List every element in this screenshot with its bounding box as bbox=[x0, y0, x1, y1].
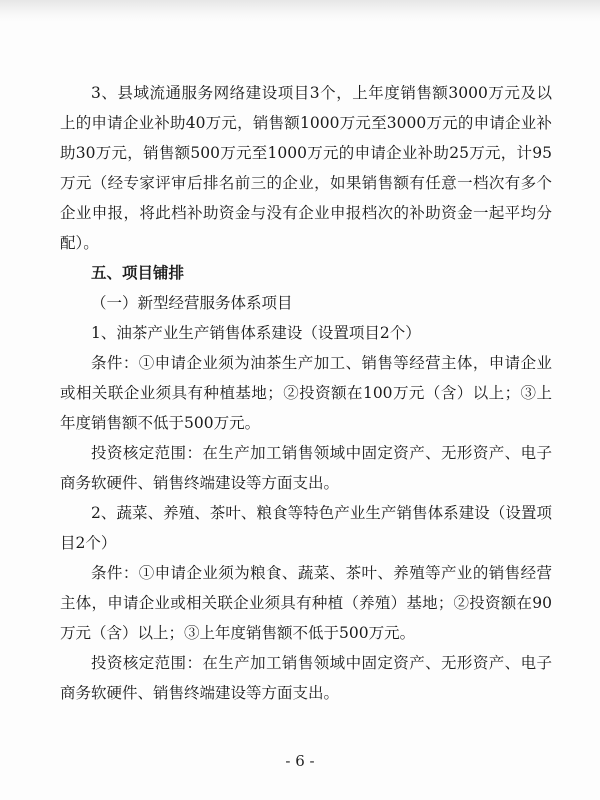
item-heading-specialty-industries: 2、蔬菜、养殖、茶叶、粮食等特色产业生产销售体系建设（设置项目2个） bbox=[60, 504, 552, 552]
paragraph-camellia-investment-scope: 投资核定范围：在生产加工销售领域中固定资产、无形资产、电子商务软硬件、销售终端建设等方面支出。 bbox=[60, 444, 552, 492]
section-heading-project-layout: 五、项目铺排 bbox=[91, 263, 185, 282]
paragraph-specialty-investment-scope: 投资核定范围：在生产加工销售领域中固定资产、无形资产、电子商务软硬件、销售终端建设等方面支出。 bbox=[60, 654, 552, 702]
paragraph-county-network: 3、县域流通服务网络建设项目3个，上年度销售额3000万元及以上的申请企业补助40万元，销售额1000万元至3000万元的申请企业补助30万元，销售额500万元至1000万元的申请企业补助25万元，计95万元（经专家评审后排名前三的企业，如果销售额有任意一档次有多个企业申报，将此档补助资金与没有企业申报档次的补助资金一起平均分配）。 bbox=[60, 84, 552, 252]
document-body bbox=[60, 78, 552, 708]
scan-edge-shadow bbox=[0, 0, 600, 22]
item-heading-camellia-oil: 1、油茶产业生产销售体系建设（设置项目2个） bbox=[91, 324, 421, 342]
paragraph-specialty-conditions: 条件：①申请企业须为粮食、蔬菜、茶叶、养殖等产业的销售经营主体，申请企业或相关联企业须具有种植（养殖）基地；②投资额在90万元（含）以上；③上年度销售额不低于500万元。 bbox=[60, 564, 552, 642]
paragraph-camellia-conditions: 条件：①申请企业须为油茶生产加工、销售等经营主体，申请企业或相关联企业须具有种植基地；②投资额在100万元（含）以上；③上年度销售额不低于500万元。 bbox=[60, 354, 552, 432]
page-number: - 6 - bbox=[285, 752, 315, 770]
subsection-heading-new-service-system: （一）新型经营服务体系项目 bbox=[91, 294, 293, 312]
